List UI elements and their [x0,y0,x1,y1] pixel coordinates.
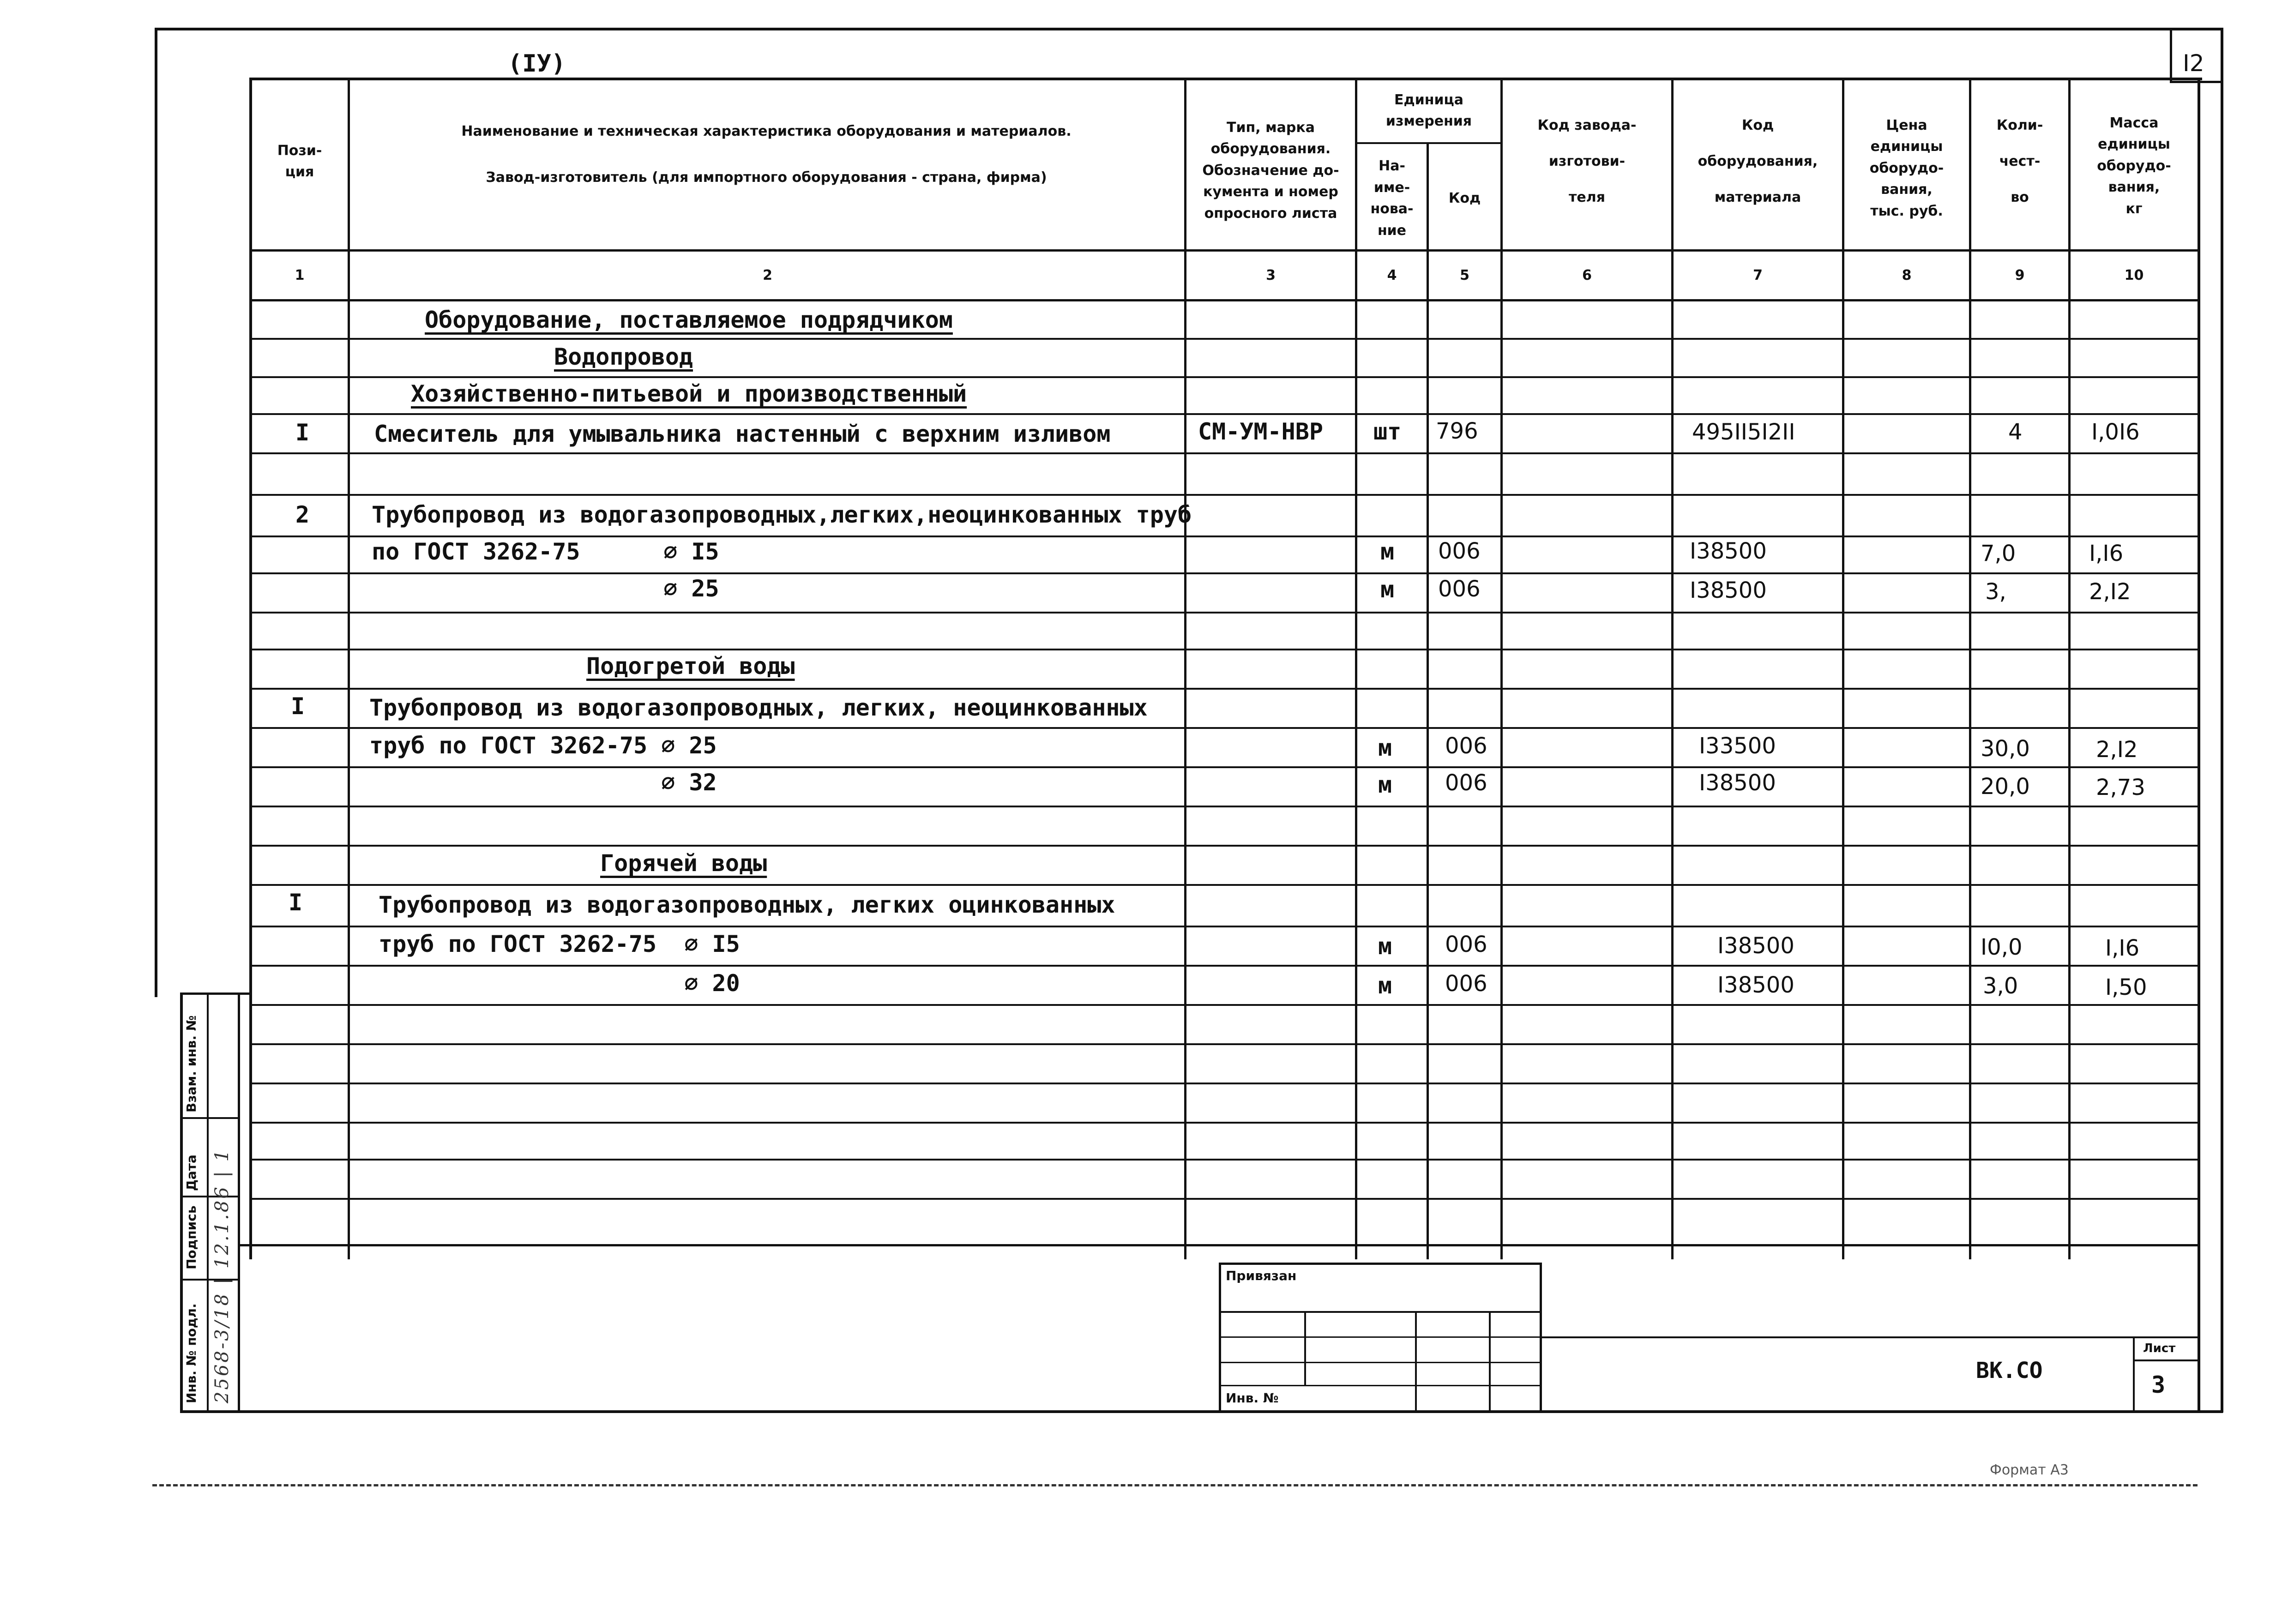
table-row-equip-code: I38500 [1717,933,1794,959]
table-row-unit-code: 006 [1445,733,1487,759]
header-bottom [249,249,2200,252]
priv-box-h4 [1219,1385,1542,1386]
table-row-unit-code: 006 [1445,770,1487,796]
header-name-line2: Завод-изготовитель (для импортного оборудования - страна, фирма) [486,169,1047,186]
header-qty: Коли- чест- во [1996,117,2043,205]
table-row-qty: 30,0 [1981,736,2030,762]
colnum-8: 8 [1902,267,1912,284]
priv-box-top [1219,1263,1542,1265]
colnum-2: 2 [763,267,772,284]
footer-top-line [240,1244,2200,1246]
corner-sheet-number: I2 [2183,50,2204,77]
table-row-unit: м [1380,576,1395,603]
table-row-name: Трубопровод из водогазопроводных, легких, неоцинкованных [369,694,1148,721]
table-row-unit: м [1380,538,1395,565]
row-divider [249,1122,2200,1124]
colnum-6: 6 [1582,267,1592,284]
row-divider [249,688,2200,690]
table-row-qty: 3, [1985,579,2006,605]
table-row-unit: м [1378,972,1392,999]
sheet-box-left [2133,1336,2135,1413]
priv-box-h1 [1219,1311,1542,1313]
section-equipment: Оборудование, поставляемое подрядчиком [425,307,953,333]
table-row-name: ∅ 25 [372,575,719,602]
row-divider [249,965,2200,967]
header-mass: Масса единицы оборудо- вания, кг [2097,114,2171,217]
side-stamp-handwritten: 2568-3/18 | 12.1.86 | 1 [211,1148,233,1403]
row-divider [249,1083,2200,1084]
section-domestic: Хозяйственно-питьевой и производственный [411,380,967,407]
sheet-number: 3 [2151,1371,2166,1398]
colnum-9: 9 [2015,267,2025,284]
side-stamp-mid [207,992,209,1413]
table-row-mass: 2,I2 [2096,737,2138,763]
table-row-type: СМ-УМ-НВР [1198,418,1323,445]
table-row-unit-code: 796 [1436,418,1478,444]
row-divider [249,413,2200,415]
header-price: Цена единицы оборудо- вания, тыс. руб. [1869,117,1944,219]
table-row-name: ∅ 32 [369,769,717,796]
table-row-name: Трубопровод из водогазопроводных, легких оцинкованных [379,891,1115,918]
table-row-name: Трубопровод из водогазопроводных,легких,неоцинкованных труб [372,501,1192,528]
row-divider [249,727,2200,729]
title-block-line [1542,1336,2200,1338]
table-row-qty: 20,0 [1981,774,2030,800]
part-label: (IУ) [508,50,566,78]
section-heated-water: Подогретой воды [586,653,795,680]
side-stamp-right [238,992,240,1413]
col-line-4 [1427,143,1429,1259]
side-stamp-podpis: Подпись [184,1205,199,1269]
row-divider [249,1198,2200,1200]
side-stamp-inv-podl: Инв. № подл. [184,1303,199,1403]
row-divider [249,845,2200,847]
table-row-pos: I [289,889,303,916]
table-row-qty: 3,0 [1983,973,2018,999]
table-right [2198,78,2200,1412]
header-equip-code: Код оборудования, материала [1698,117,1818,205]
table-row-equip-code: 495II5I2II [1692,419,1795,445]
table-row-unit-code: 006 [1445,932,1487,957]
table-row-pos: I [291,693,305,720]
table-row-qty: 7,0 [1981,541,2016,566]
outer-frame-right [2221,28,2223,1413]
sheet-box-mid [2133,1359,2200,1361]
colnum-7: 7 [1753,267,1763,284]
table-row-equip-code: I38500 [1690,538,1767,564]
table-row-name: Смеситель для умывальника настенный с верхним изливом [374,421,1111,447]
scan-dash-line [152,1484,2198,1486]
sheet-label: Лист [2143,1341,2176,1355]
table-row-equip-code: I33500 [1699,733,1776,759]
header-unit-code: Код [1448,190,1481,206]
side-stamp-left [180,992,183,1413]
side-stamp-data: Дата [184,1155,199,1191]
priv-box-h3 [1219,1362,1542,1363]
table-row-unit: м [1378,771,1392,798]
row-divider [249,806,2200,807]
table-row-unit-code: 006 [1445,971,1487,997]
corner-box-bottom [2170,81,2223,83]
row-divider [249,535,2200,537]
table-row-unit: м [1378,933,1392,960]
row-divider [249,926,2200,927]
row-divider [249,612,2200,614]
table-row-unit-code: 006 [1438,538,1481,564]
colnum-4: 4 [1387,267,1397,284]
format-label: Формат А3 [1990,1462,2069,1478]
row-divider [249,766,2200,768]
table-row-name: ∅ 20 [379,970,740,997]
table-row-mass: I,I6 [2089,541,2124,566]
row-divider [249,1159,2200,1161]
row-divider [249,649,2200,650]
table-row-pos: I [295,419,310,446]
table-row-mass: I,50 [2105,974,2147,1000]
row-divider [249,884,2200,886]
colnum-5: 5 [1460,267,1469,284]
table-row-mass: I,I6 [2105,935,2140,961]
table-row-name: труб по ГОСТ 3262-75 ∅ 25 [369,732,717,759]
priv-box-v1 [1304,1311,1306,1385]
header-unit-name: На- име- нова- ние [1370,158,1414,239]
table-row-equip-code: I38500 [1690,577,1767,603]
row-divider [249,338,2200,340]
row-divider [249,1004,2200,1006]
table-top [249,78,2202,80]
outer-frame-left [155,28,157,997]
row-divider [249,1043,2200,1045]
col-line-1 [348,78,350,1259]
row-divider [249,452,2200,454]
inv-no-label: Инв. № [1226,1390,1279,1406]
header-maker-code: Код завода- изготови- теля [1537,117,1637,205]
header-type: Тип, марка оборудования. Обозначение до- кумента и номер опросного листа [1202,119,1339,222]
section-water-supply: Водопровод [554,343,693,370]
table-row-unit-code: 006 [1438,576,1481,602]
header-name-line1: Наименование и техническая характеристика оборудования и материалов. [461,123,1072,139]
header-position: Пози- ция [277,142,322,180]
row-divider [249,494,2200,496]
outer-frame-top [155,28,2223,30]
table-row-qty: I0,0 [1981,934,2023,960]
table-row-mass: 2,73 [2096,775,2145,800]
document-designation: ВК.СО [1976,1358,2043,1383]
table-row-equip-code: I38500 [1717,972,1794,998]
table-row-unit: м [1378,734,1392,761]
privyazan-label: Привязан [1226,1268,1297,1283]
table-row-name: по ГОСТ 3262-75 ∅ I5 [372,538,719,565]
row-divider [249,572,2200,574]
corner-box-left [2170,28,2172,82]
header-unit-group: Единица измерения [1385,91,1472,129]
table-row-mass: 2,I2 [2089,579,2131,605]
table-row-qty: 4 [2008,419,2023,445]
section-hot-water: Горячей воды [600,850,767,877]
table-row-name: труб по ГОСТ 3262-75 ∅ I5 [379,931,740,957]
priv-box-v2 [1415,1311,1417,1413]
priv-box-v3 [1489,1311,1491,1413]
bottom-frame [180,1410,2223,1413]
colnum-bottom [249,299,2200,301]
priv-box-h2 [1219,1336,1542,1338]
row-divider [249,376,2200,378]
table-row-pos: 2 [295,501,310,528]
colnum-1: 1 [295,267,305,284]
table-row-mass: I,0I6 [2091,419,2140,445]
table-row-equip-code: I38500 [1699,770,1776,796]
unit-group-divider [1355,142,1503,144]
colnum-3: 3 [1266,267,1276,284]
side-stamp-vzam: Взам. инв. № [184,1015,199,1113]
colnum-10: 10 [2124,267,2144,284]
table-row-unit: шт [1373,418,1402,445]
side-stamp-div1 [180,1117,240,1119]
